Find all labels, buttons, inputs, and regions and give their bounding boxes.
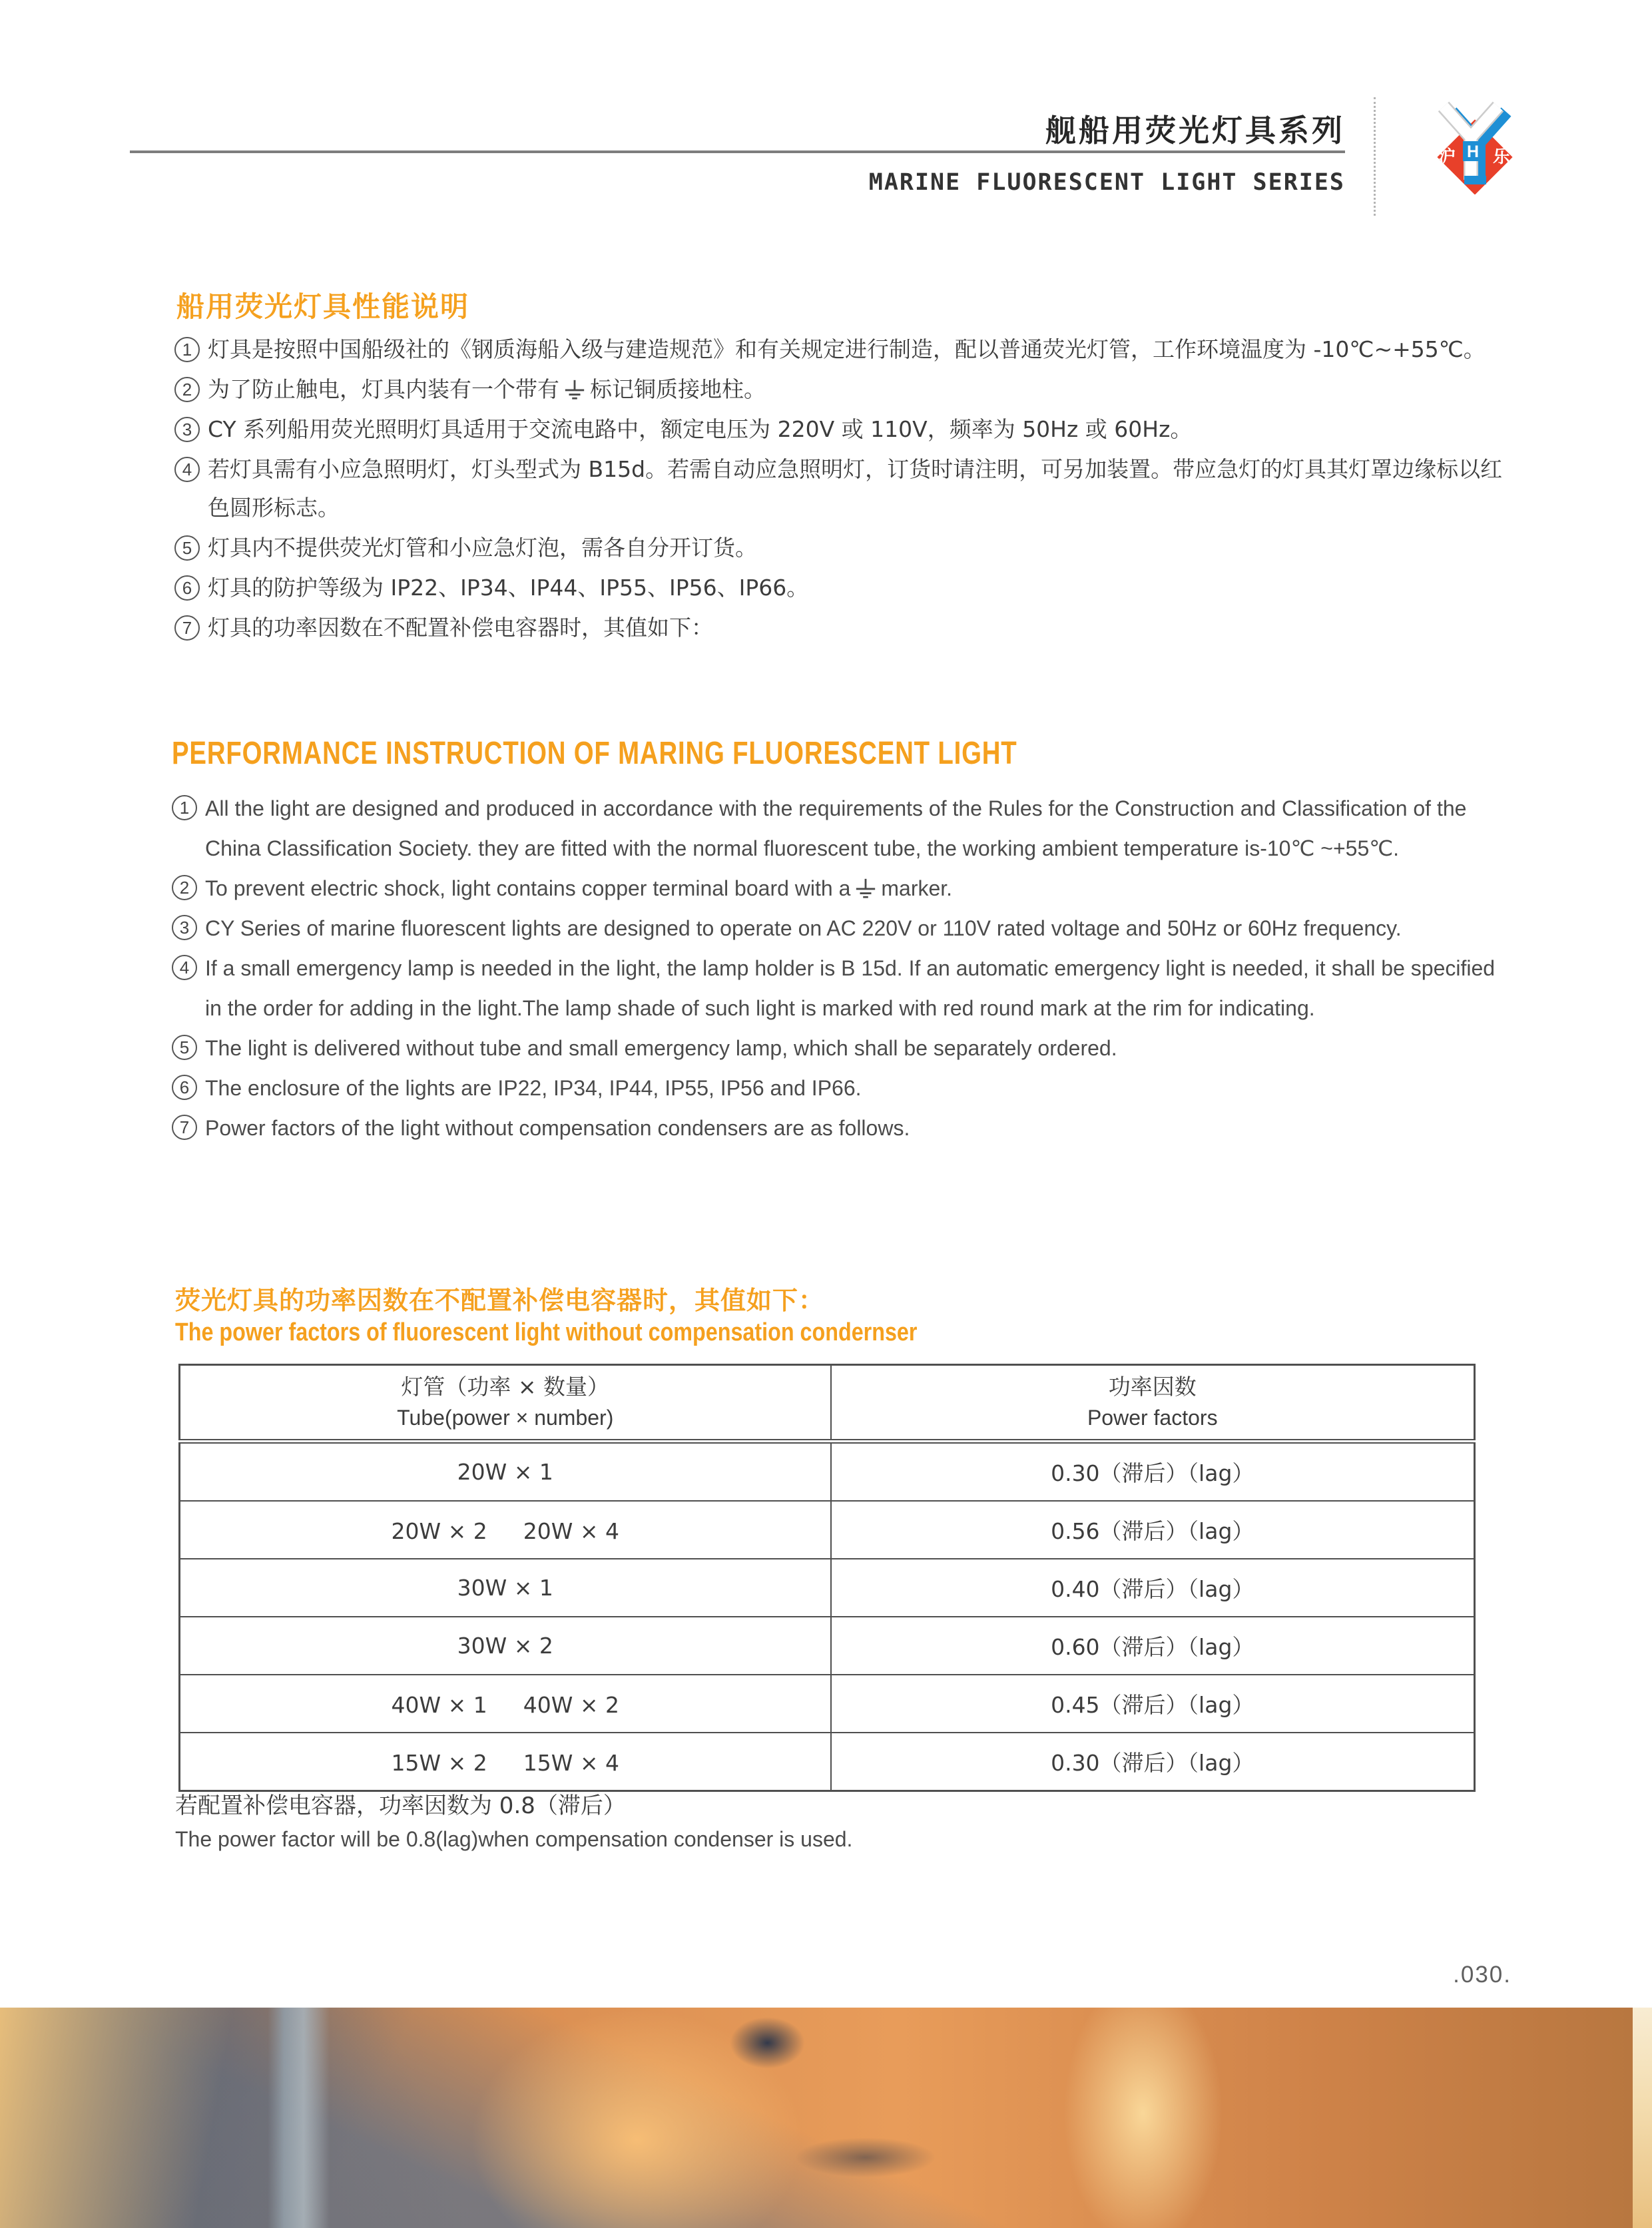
- en-perf-item-2: [172, 868, 1504, 908]
- item-number-badge: 2: [174, 377, 200, 402]
- table-row: [180, 1442, 1475, 1502]
- power-factor-table: [178, 1364, 1476, 1792]
- item-number-badge: 3: [174, 417, 200, 442]
- compensation-note-en: The power factor will be 0.8(lag)when compensation condenser is used.: [175, 1827, 853, 1851]
- item-text-before: To prevent electric shock, light contains copper terminal board with a: [205, 876, 851, 900]
- en-perf-item-7: [172, 1108, 1504, 1148]
- cn-perf-item-4: [174, 450, 1503, 527]
- table-row: [180, 1733, 1475, 1791]
- tube-cell: 20W × 2 20W × 4: [180, 1501, 831, 1559]
- item-text: Power factors of the light without compensation condensers are as follows.: [205, 1116, 910, 1140]
- table-row: [180, 1559, 1475, 1617]
- photo-edge-strip: [1633, 2008, 1652, 2228]
- marine-lighting-photo: [0, 2008, 1633, 2228]
- item-text: [205, 868, 952, 908]
- item-text-after: marker.: [881, 876, 953, 900]
- item-text: 灯具是按照中国船级社的《钢质海船入级与建造规范》和有关规定进行制造，配以普通荧光灯管，工作环境温度为 -10℃~+55℃。: [208, 336, 1486, 362]
- item-text-before: 为了防止触电，灯具内装有一个带有: [208, 376, 559, 402]
- item-text: All the light are designed and produced in accordance with the requirements of the Rules for the Construction and Classification of the China Classification Society. they are fitted with the normal fluorescent tube, the working ambient temperature is-10℃ ~+55℃.: [205, 796, 1467, 860]
- ground-symbol-icon: [563, 378, 586, 401]
- table-header-cell-tube: [180, 1365, 831, 1442]
- item-number-badge: 1: [172, 795, 197, 820]
- item-text: The light is delivered without tube and small emergency lamp, which shall be separately ordered.: [205, 1036, 1117, 1060]
- header-divider: [130, 150, 1345, 153]
- cn-perf-item-7: [174, 609, 1503, 647]
- tube-header-en: Tube(power × number): [397, 1406, 614, 1430]
- power-factor-header-cn: 功率因数: [1108, 1374, 1197, 1400]
- logo-char-right: 乐: [1492, 146, 1511, 166]
- item-number-badge: 7: [174, 615, 200, 641]
- header-dotted-separator: [1374, 97, 1376, 216]
- tube-header-cn: 灯管（功率 × 数量）: [401, 1374, 610, 1400]
- item-number-badge: 5: [172, 1035, 197, 1060]
- compensation-note-cn: 若配置补偿电容器，功率因数为 0.8（滞后）: [175, 1793, 626, 1819]
- power-factor-header-en: Power factors: [1087, 1406, 1218, 1430]
- power-factor-cell: 0.40（滞后）（lag）: [831, 1559, 1475, 1617]
- en-perf-item-4: [172, 948, 1504, 1028]
- en-perf-item-1: [172, 788, 1504, 868]
- cn-perf-item-5: [174, 529, 1503, 567]
- item-text: 若灯具需有小应急照明灯，灯头型式为 B15d。若需自动应急照明灯，订货时请注明，可另加装置。带应急灯的灯具其灯罩边缘标以红色圆形标志。: [208, 456, 1503, 521]
- item-text: 灯具内不提供荧光灯管和小应急灯泡，需各自分开订货。: [208, 535, 757, 561]
- tube-cell: 20W × 1: [180, 1442, 831, 1502]
- power-factor-heading-cn: 荧光灯具的功率因数在不配置补偿电容器时，其值如下：: [175, 1286, 825, 1315]
- item-text: 灯具的防护等级为 IP22、IP34、IP44、IP55、IP56、IP66。: [208, 575, 809, 601]
- item-text: CY Series of marine fluorescent lights are designed to operate on AC 220V or 110V rated voltage and 50Hz or 60Hz frequency.: [205, 916, 1402, 940]
- ground-symbol-icon: [854, 877, 877, 900]
- item-text: [208, 370, 766, 409]
- company-logo: [1432, 100, 1518, 194]
- tube-cell: 15W × 2 15W × 4: [180, 1733, 831, 1791]
- en-perf-item-5: [172, 1028, 1504, 1068]
- item-text: CY 系列船用荧光照明灯具适用于交流电路中，额定电压为 220V 或 110V，频率为 50Hz 或 60Hz。: [208, 416, 1193, 442]
- item-text: The enclosure of the lights are IP22, IP34, IP44, IP55, IP56 and IP66.: [205, 1076, 862, 1100]
- table-row: [180, 1617, 1475, 1675]
- item-text: 灯具的功率因数在不配置补偿电容器时，其值如下：: [208, 615, 713, 641]
- page-title-en: MARINE FLUORESCENT LIGHT SERIES: [868, 169, 1345, 196]
- logo-icon: [1432, 100, 1518, 194]
- item-number-badge: 3: [172, 915, 197, 940]
- en-performance-heading: PERFORMANCE INSTRUCTION OF MARING FLUORESCENT LIGHT: [172, 736, 1017, 771]
- item-number-badge: 4: [174, 457, 200, 482]
- power-factor-cell: 0.45（滞后）（lag）: [831, 1675, 1475, 1733]
- en-perf-item-6: [172, 1068, 1504, 1108]
- logo-letter-h: H: [1466, 142, 1480, 161]
- page-number: .030.: [1453, 1962, 1512, 1988]
- item-number-badge: 4: [172, 955, 197, 980]
- item-number-badge: 2: [172, 875, 197, 900]
- en-performance-list: [172, 788, 1504, 1148]
- item-text-after: 标记铜质接地柱。: [590, 376, 766, 402]
- cn-perf-item-2: [174, 370, 1503, 409]
- table-header-row: [180, 1365, 1475, 1442]
- power-factor-cell: 0.56（滞后）（lag）: [831, 1501, 1475, 1559]
- cn-perf-item-1: [174, 330, 1503, 369]
- item-number-badge: 1: [174, 337, 200, 362]
- power-factor-heading-en: The power factors of fluorescent light without compensation condernser: [175, 1318, 918, 1346]
- power-factor-cell: 0.60（滞后）（lag）: [831, 1617, 1475, 1675]
- cn-performance-heading: 船用荧光灯具性能说明: [176, 290, 470, 323]
- table-row: [180, 1675, 1475, 1733]
- item-number-badge: 7: [172, 1115, 197, 1140]
- cn-performance-list: [174, 330, 1503, 649]
- table-header-cell-power-factor: [831, 1365, 1475, 1442]
- cn-perf-item-6: [174, 569, 1503, 607]
- page-title-cn: 舰船用荧光灯具系列: [1045, 113, 1345, 148]
- item-number-badge: 6: [174, 575, 200, 601]
- logo-char-left: 沪: [1438, 146, 1456, 166]
- power-factor-cell: 0.30（滞后）（lag）: [831, 1442, 1475, 1502]
- en-perf-item-3: [172, 908, 1504, 948]
- power-factor-cell: 0.30（滞后）（lag）: [831, 1733, 1475, 1791]
- item-number-badge: 6: [172, 1075, 197, 1100]
- item-text: If a small emergency lamp is needed in the light, the lamp holder is B 15d. If an automatic emergency light is needed, it shall be specified in the order for adding in the light.The lamp shade of such light is marked with red round mark at the rim for indicating.: [205, 956, 1496, 1020]
- item-number-badge: 5: [174, 535, 200, 561]
- tube-cell: 30W × 2: [180, 1617, 831, 1675]
- cn-perf-item-3: [174, 410, 1503, 449]
- table-row: [180, 1501, 1475, 1559]
- tube-cell: 30W × 1: [180, 1559, 831, 1617]
- tube-cell: 40W × 1 40W × 2: [180, 1675, 831, 1733]
